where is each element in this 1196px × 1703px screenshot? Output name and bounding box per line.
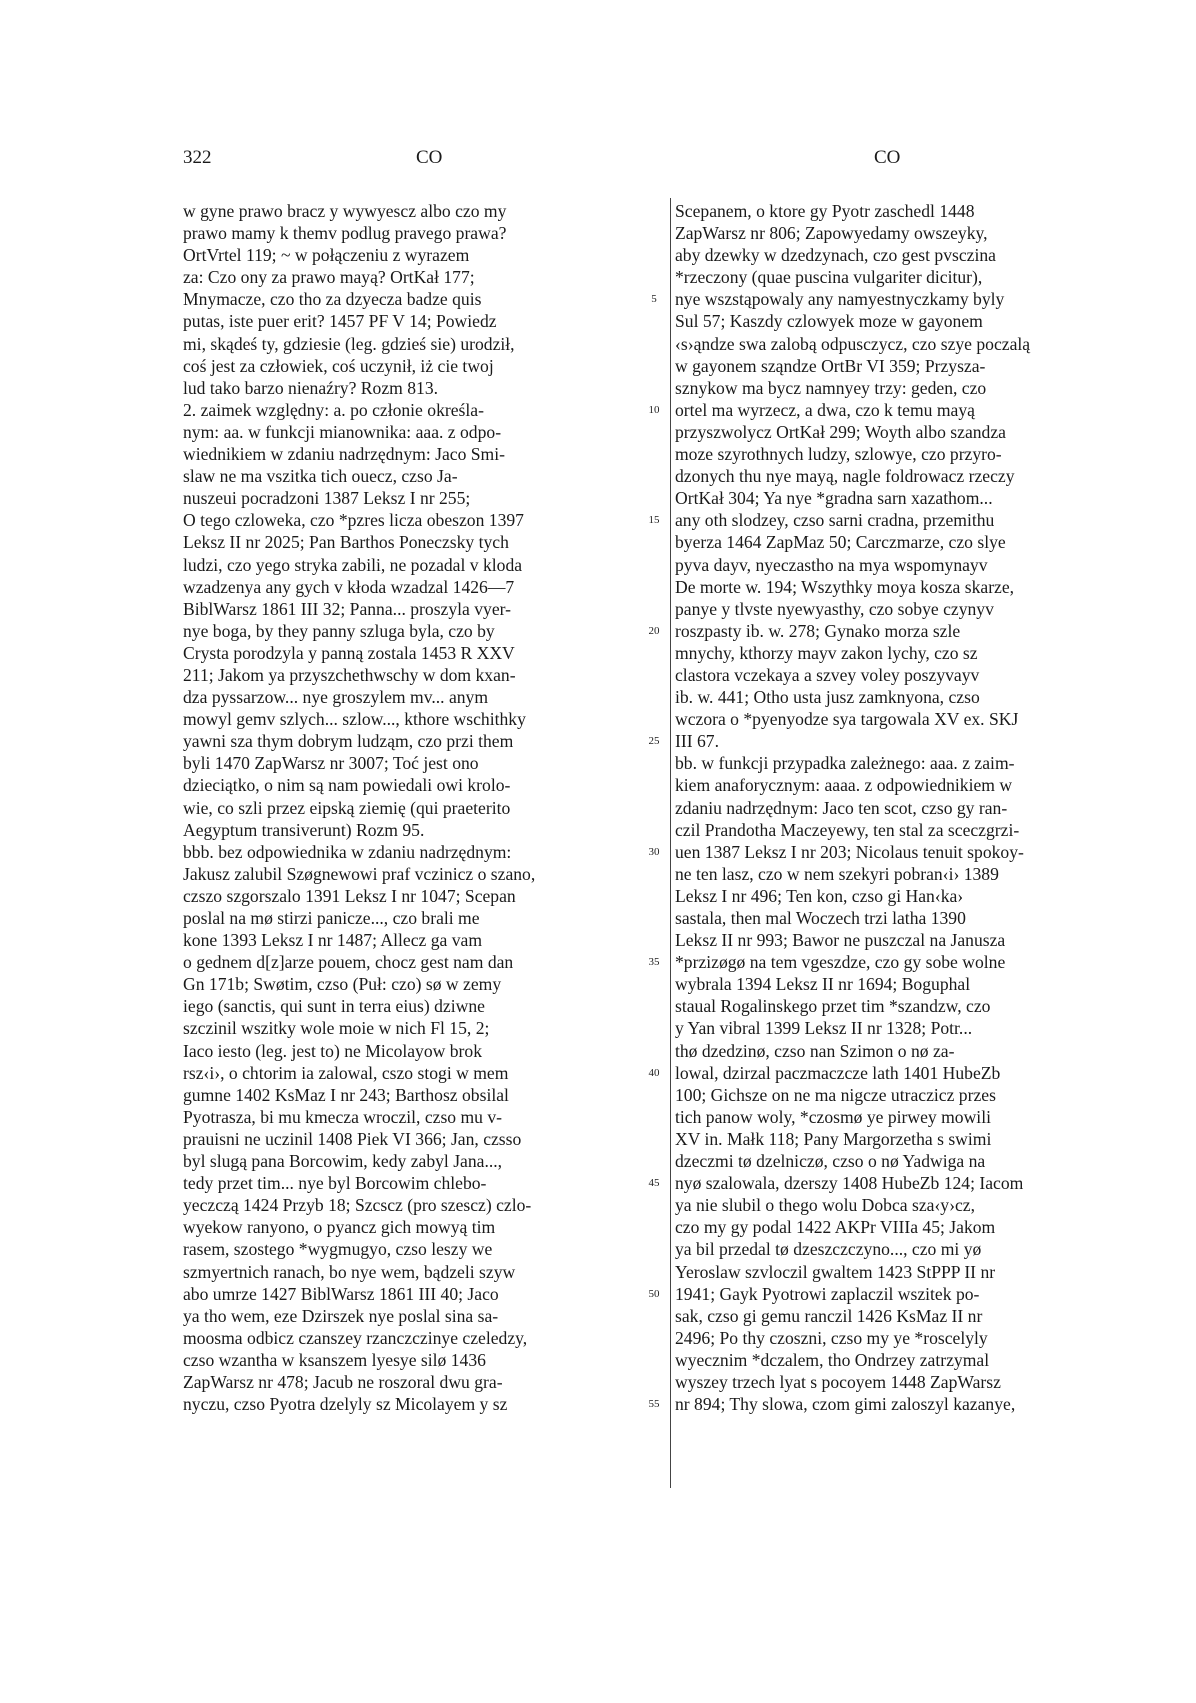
text-line: dzeczmi tø dzelniczø, czso o nø Yadwiga na	[675, 1151, 986, 1172]
text-line: *rzeczony (quae puscina vulgariter dicitur),	[675, 267, 983, 288]
text-line: abo umrze 1427 BiblWarsz 1861 III 40; Jaco	[183, 1283, 499, 1304]
text-line: bb. w funkcji przypadka zależnego: aaa. z zaim-	[675, 753, 1015, 774]
left-running-head: CO	[416, 147, 443, 168]
text-line: yawni sza thym dobrym ludząm, czo przi them	[183, 731, 514, 752]
line-number: 35	[648, 956, 660, 969]
text-line: czszo szgorszalo 1391 Leksz I nr 1047; Scepan	[183, 885, 516, 906]
text-line: w gayonem sząndze OrtBr VI 359; Przysza-	[675, 355, 986, 376]
text-line: ZapWarsz nr 478; Jacub ne roszoral dwu gra-	[183, 1371, 503, 1392]
text-line: byli 1470 ZapWarsz nr 3007; Toć jest ono	[183, 753, 479, 774]
text-line: Yeroslaw szvloczil gwaltem 1423 StPPP II nr	[675, 1261, 996, 1282]
text-line: mi, skądeś ty, gdziesie (leg. gdzieś sie) urodził,	[183, 333, 515, 354]
text-line: czso wzantha w ksanszem lyesye silø 1436	[183, 1349, 486, 1370]
line-number: 40	[648, 1066, 660, 1079]
text-line: De morte w. 194; Wszythky moya kosza skarze,	[675, 576, 1015, 597]
text-line: nyø szalowala, dzerszy 1408 HubeZb 124; Iacom	[675, 1173, 1024, 1194]
text-line: byl slugą pana Borcowim, kedy zabyl Jana...,	[183, 1151, 503, 1172]
text-line: nr 894; Thy slowa, czom gimi zaloszyl kazanye,	[675, 1394, 1016, 1415]
text-line: III 67.	[675, 731, 719, 752]
text-line: mnychy, kthorzy mayv zakon lychy, czo sz	[675, 642, 978, 663]
text-line: ZapWarsz nr 806; Zapowyedamy owszeyky,	[675, 223, 988, 244]
text-line: wyszey trzech lyat s pocoyem 1448 ZapWarsz	[675, 1371, 1001, 1392]
text-line: putas, iste puer erit? 1457 PF V 14; Powiedz	[183, 311, 497, 332]
text-line: 2. zaimek względny: a. po członie określa-	[183, 399, 484, 420]
text-line: wczora o *pyenyodze sya targowala XV ex. SKJ	[675, 709, 1019, 730]
text-line: prauisni ne uczinil 1408 Piek VI 366; Jan, czsso	[183, 1128, 522, 1149]
text-line: Jakusz zalubil Szøgnewowi praf vczinicz o szano,	[183, 863, 536, 884]
text-line: rsz‹i›, o chtorim ia zalowal, cszo stogi w mem	[183, 1062, 509, 1083]
text-line: ya bil przedal tø dzeszczczyno..., czo mi yø	[675, 1239, 982, 1260]
text-line: bbb. bez odpowiednika w zdaniu nadrzędnym:	[183, 841, 512, 862]
text-line: Scepanem, o ktore gy Pyotr zaschedl 1448	[675, 201, 975, 221]
text-line: staual Rogalinskego przet tim *szandzw, czo	[675, 996, 991, 1017]
right-column	[675, 200, 1123, 1415]
right-running-head: CO	[874, 147, 901, 168]
text-line: tich panow woly, *czosmø ye pirwey mowili	[675, 1106, 991, 1127]
text-line: przyszwolycz OrtKał 299; Woyth albo szandza	[675, 421, 1006, 442]
text-line: zdaniu nadrzędnym: Jaco ten scot, czso gy ran-	[675, 797, 1008, 818]
column-divider	[670, 198, 671, 1488]
text-line: poslal na mø stirzi panicze..., czo brali me	[183, 908, 480, 928]
line-number: 55	[648, 1398, 660, 1411]
line-number: 20	[648, 624, 660, 637]
text-line: wybrala 1394 Leksz II nr 1694; Boguphal	[675, 974, 971, 995]
text-line: slaw ne ma vszitka tich ouecz, czso Ja-	[183, 466, 458, 487]
text-line: wyekow ranyono, o pyancz gich mowyą tim	[183, 1217, 496, 1238]
text-line: za: Czo ony za prawo mayą? OrtKał 177;	[183, 267, 475, 288]
text-line: roszpasty ib. w. 278; Gynako morza szle	[675, 620, 961, 641]
text-line: rasem, szostego *wygmugyo, czso leszy we	[183, 1239, 493, 1260]
text-line: 211; Jakom ya przyszchethwschy w dom kxan-	[183, 664, 516, 685]
text-line: w gyne prawo bracz y wywyescz albo czo my	[183, 201, 507, 221]
text-line: szczinil wszitky wole moie w nich Fl 15, 2;	[183, 1018, 490, 1039]
text-line: *przizøgø na tem vgeszdze, czo gy sobe wolne	[675, 952, 1006, 973]
text-line: czo my gy podal 1422 AKPr VIIIa 45; Jakom	[675, 1217, 996, 1238]
text-line: aby dzewky w dzedzynach, czo gest pvsczina	[675, 245, 996, 266]
text-line: lud tako barzo nienaźry? Rozm 813.	[183, 377, 439, 398]
text-line: czil Prandotha Maczeyewy, ten stal za sceczgrzi-	[675, 819, 1020, 840]
text-line: clastora vczekaya a szvey voley poszyvayv	[675, 664, 980, 685]
text-line: yeczczą 1424 Przyb 18; Szcscz (pro szescz) czlo-	[183, 1195, 532, 1216]
text-line: dza pyssarzow... nye groszylem mv... anym	[183, 687, 489, 708]
text-line: byerza 1464 ZapMaz 50; Carczmarze, czo slye	[675, 532, 1006, 553]
text-line: Leksz II nr 993; Bawor ne puszczal na Janusza	[675, 930, 1006, 951]
text-line: sastala, then mal Woczech trzi latha 1390	[675, 908, 966, 928]
text-line: Leksz II nr 2025; Pan Barthos Poneczsky tych	[183, 532, 509, 553]
line-number: 10	[648, 403, 660, 416]
text-line: mowyl gemv szlych... szlow..., kthore wschithky	[183, 709, 526, 730]
text-line: any oth slodzey, czso sarni cradna, przemithu	[675, 510, 995, 531]
text-line: wyecznim *dczalem, tho Ondrzey zatrzymal	[675, 1349, 990, 1370]
text-line: Sul 57; Kaszdy czlowyek moze w gayonem	[675, 311, 983, 332]
text-line: nye boga, by they panny szluga byla, czo by	[183, 620, 495, 641]
text-line: uen 1387 Leksz I nr 203; Nicolaus tenuit spokoy-	[675, 841, 1024, 862]
text-line: ib. w. 441; Otho usta jusz zamknyona, czso	[675, 687, 980, 708]
text-line: nye wszstąpowaly any namyestnyczkamy byly	[675, 289, 1005, 310]
text-line: 2496; Po thy czoszni, czso my ye *roscelyly	[675, 1327, 988, 1348]
text-line: tedy przet tim... nye byl Borcowim chlebo-	[183, 1173, 487, 1194]
line-number: 25	[648, 735, 660, 748]
text-line: kiem anaforycznym: aaaa. z odpowiednikiem w	[675, 775, 1013, 796]
text-line: wiednikiem w zdaniu nadrzędnym: Jaco Smi-	[183, 444, 505, 465]
text-line: ortel ma wyrzecz, a dwa, czo k temu mayą	[675, 399, 975, 420]
text-line: dzieciątko, o nim są nam powiedali owi krolo-	[183, 775, 511, 796]
text-line: panye y tlvste nyewyasthy, czo sobye czynyv	[675, 598, 994, 619]
text-line: nyczu, czso Pyotra dzelyly sz Micolayem y sz	[183, 1394, 508, 1415]
line-number: 15	[648, 514, 660, 527]
text-line: lowal, dzirzal paczmaczcze lath 1401 HubeZb	[675, 1062, 1001, 1083]
text-line: XV in. Małk 118; Pany Margorzetha s swimi	[675, 1128, 992, 1149]
text-line: sznykow ma bycz namnyey trzy: geden, czo	[675, 377, 987, 398]
text-line: 100; Gichsze on ne ma nigcze utraczicz przes	[675, 1084, 996, 1105]
text-line: OrtKał 304; Ya nye *gradna sarn xazathom...	[675, 488, 993, 509]
text-line: Gn 171b; Swøtim, czso (Puł: czo) sø w zemy	[183, 974, 502, 995]
text-line: wie, co szli przez eipską ziemię (qui praeterito	[183, 797, 511, 818]
text-line: ya nie slubil o thego wolu Dobca sza‹y›cz,	[675, 1195, 975, 1216]
line-number: 50	[648, 1287, 660, 1300]
text-line: kone 1393 Leksz I nr 1487; Allecz ga vam	[183, 930, 483, 951]
left-column	[183, 200, 631, 1415]
line-number: 30	[648, 845, 660, 858]
text-line: moze szyrothnych ludzy, szlowye, czo przyro-	[675, 444, 1002, 465]
line-number: 5	[651, 293, 657, 306]
text-line: gumne 1402 KsMaz I nr 243; Barthosz obsilal	[183, 1084, 509, 1105]
text-line: Mnymacze, czo tho za dzyecza badze quis	[183, 289, 482, 310]
text-line: ludzi, czo yego stryka zabili, ne pozadal v kloda	[183, 554, 523, 575]
text-line: szmyertnich ranach, bo nye wem, bądzeli szyw	[183, 1261, 516, 1282]
text-line: ne ten lasz, czo w nem szekyri pobran‹i› 1389	[675, 863, 999, 884]
text-line: nuszeui pocradzoni 1387 Leksz I nr 255;	[183, 488, 471, 509]
text-line: wzadzenya any gych v kłoda wzadzal 1426—7	[183, 576, 515, 597]
text-line: pyva dayv, nyeczastho na mya wspomynayv	[675, 554, 988, 575]
page-number: 322	[183, 147, 212, 168]
text-line: Leksz I nr 496; Ten kon, czso gi Han‹ka›	[675, 885, 964, 906]
text-line: OrtVrtel 119; ~ w połączeniu z wyrazem	[183, 245, 470, 266]
text-line: dzonych thu nye mayą, nagle foldrowacz rzeczy	[675, 466, 1015, 487]
text-line: thø dzedzinø, czso nan Szimon o nø za-	[675, 1040, 955, 1061]
text-line: Crysta porodzyla y panną zostala 1453 R XXV	[183, 642, 515, 663]
text-line: Iaco iesto (leg. jest to) ne Micolayow brok	[183, 1040, 483, 1061]
text-line: o gednem d[z]arze pouem, chocz gest nam dan	[183, 952, 514, 973]
text-line: 1941; Gayk Pyotrowi zaplaczil wszitek po-	[675, 1283, 980, 1304]
text-line: Pyotrasza, bi mu kmecza wroczil, czso mu v-	[183, 1106, 503, 1127]
text-line: sak, czso gi gemu ranczil 1426 KsMaz II nr	[675, 1305, 983, 1326]
line-number: 45	[648, 1177, 660, 1190]
text-line: Aegyptum transiverunt) Rozm 95.	[183, 819, 425, 840]
text-line: ya tho wem, eze Dzirszek nye poslal sina sa-	[183, 1305, 499, 1326]
text-line: prawo mamy k themv podlug pravego prawa?	[183, 223, 507, 244]
text-line: O tego czloweka, czo *pzres licza obeszon 1397	[183, 510, 524, 531]
text-line: moosma odbicz czanszey rzanczczinye czeledzy,	[183, 1327, 528, 1348]
text-line: BiblWarsz 1861 III 32; Panna... proszyla vyer-	[183, 598, 512, 619]
text-line: y Yan vibral 1399 Leksz II nr 1328; Potr...	[675, 1018, 973, 1039]
text-line: nym: aa. w funkcji mianownika: aaa. z odpo-	[183, 421, 502, 442]
text-line: iego (sanctis, qui sunt in terra eius) dziwne	[183, 996, 485, 1017]
text-line: ‹s›ąndze swa zalobą odpusczycz, czo szye poczalą	[675, 333, 1031, 354]
text-line: coś jest za człowiek, coś uczynił, iż cie twoj	[183, 355, 494, 376]
